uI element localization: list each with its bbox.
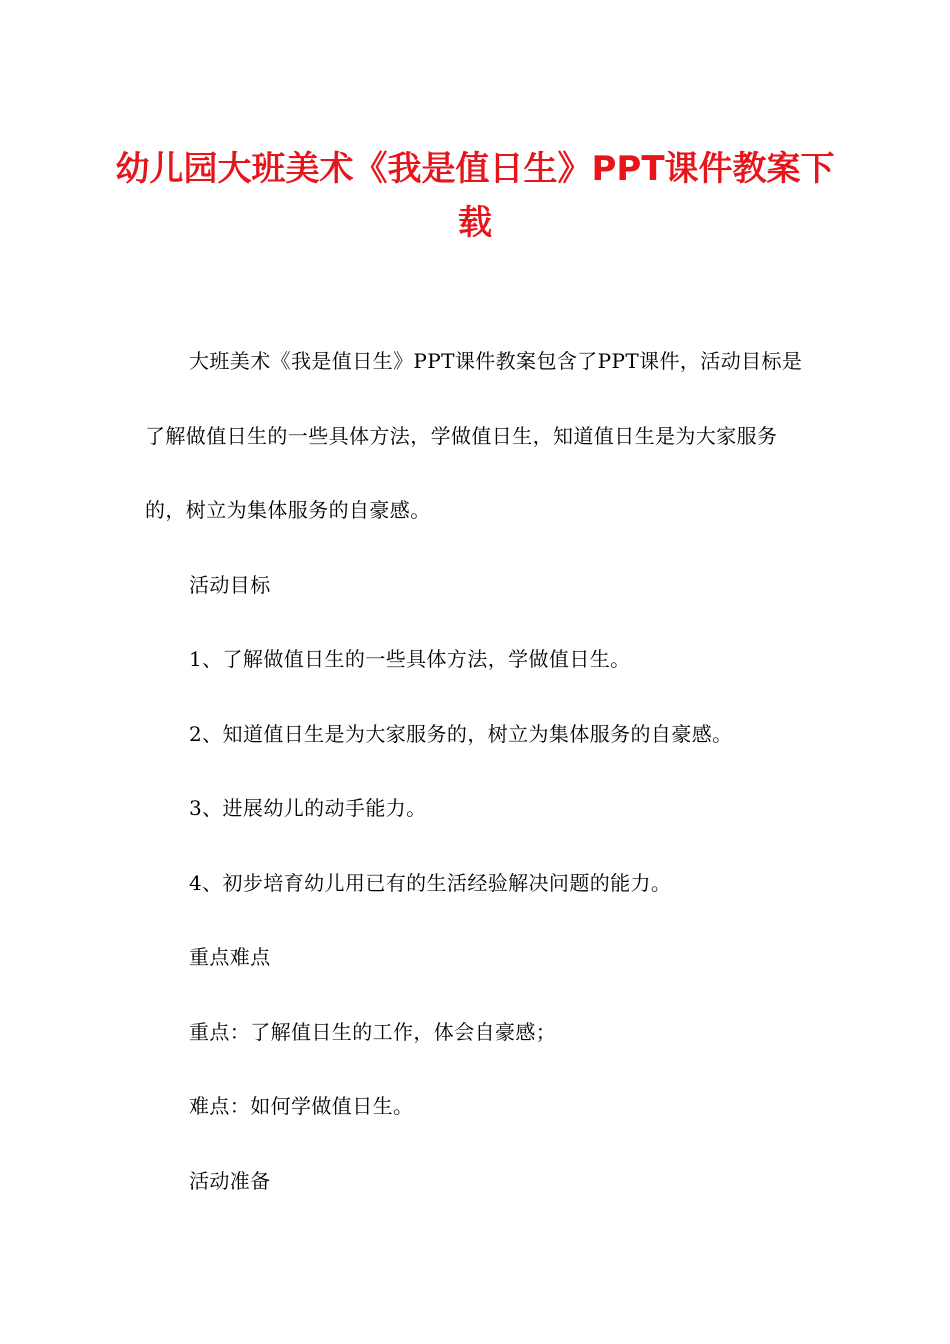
section-heading-goals: 活动目标 <box>189 572 271 597</box>
document-body <box>145 324 805 1218</box>
goal-item-3: 3、进展幼儿的动手能力。 <box>189 796 427 820</box>
section-heading-focus: 重点难点 <box>189 945 271 969</box>
section-heading-preparation: 活动准备 <box>189 1168 271 1193</box>
document-title: 幼儿园大班美术《我是值日生》PPT课件教案下载 <box>115 149 835 243</box>
focus-item: 重点：了解值日生的工作，体会自豪感； <box>189 1019 557 1044</box>
goal-item-4: 4、初步培育幼儿用已有的生活经验解决问题的能力。 <box>189 870 672 895</box>
difficulty-item: 难点：如何学做值日生。 <box>189 1094 414 1118</box>
goal-item-2: 2、知道值日生是为大家服务的，树立为集体服务的自豪感。 <box>189 721 733 746</box>
intro-paragraph: 大班美术《我是值日生》PPT课件教案包含了PPT课件，活动目标是了解做值日生的一些具体方法，学做值日生，知道值日生是为大家服务的，树立为集体服务的自豪感。 <box>145 349 803 522</box>
goal-item-1: 1、了解做值日生的一些具体方法，学做值日生。 <box>189 647 631 671</box>
